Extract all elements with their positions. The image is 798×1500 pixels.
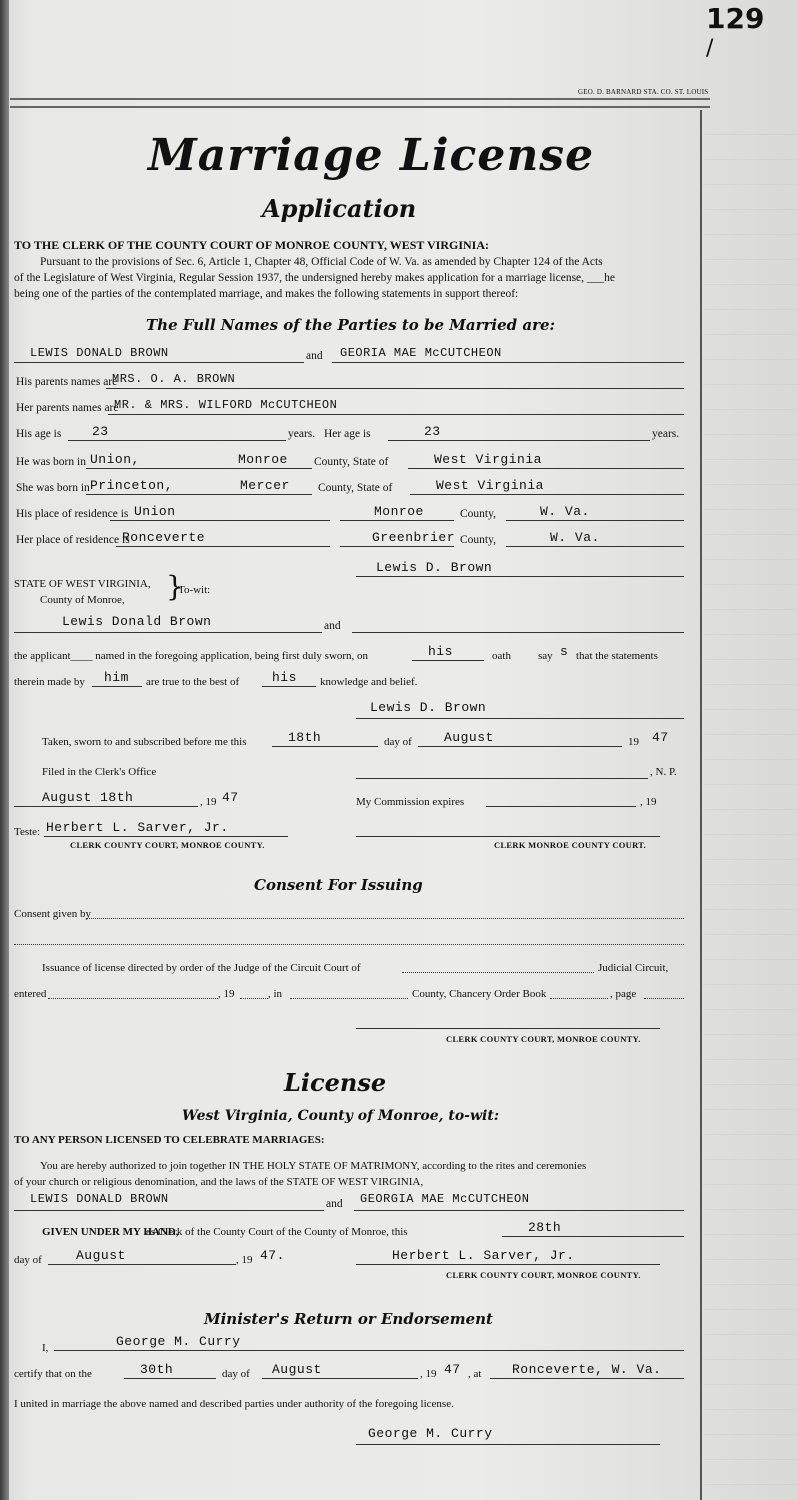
his-parents-label: His parents names are bbox=[16, 376, 118, 388]
minister-heading: Minister's Return or Endorsement bbox=[204, 1310, 493, 1328]
his-parents-line bbox=[106, 388, 684, 389]
margin-rule bbox=[700, 110, 702, 1500]
issuance-label: Issuance of license directed by order of the Judge of the Circuit Court of bbox=[42, 962, 361, 974]
sworn-label: Taken, sworn to and subscribed before me this bbox=[42, 736, 247, 748]
say-s: s bbox=[560, 644, 569, 659]
filed-label: Filed in the Clerk's Office bbox=[42, 766, 157, 778]
affidavit-signature: Lewis D. Brown bbox=[370, 700, 487, 715]
minister-month-line bbox=[262, 1378, 418, 1379]
applicant-signature-line bbox=[356, 576, 684, 577]
filed-year-prefix: , 19 bbox=[200, 796, 217, 808]
consent-given-line bbox=[86, 918, 684, 919]
her-res-state: W. Va. bbox=[550, 530, 600, 545]
his-res-state-line bbox=[506, 520, 684, 521]
page-label: , page bbox=[610, 988, 637, 1000]
she-born-line bbox=[86, 494, 312, 495]
her-parents-line bbox=[108, 414, 684, 415]
teste-signature: Herbert L. Sarver, Jr. bbox=[46, 820, 229, 835]
minister-i-label: I, bbox=[42, 1342, 49, 1354]
parties-heading: The Full Names of the Parties to be Married are: bbox=[146, 316, 556, 334]
state-label: STATE OF WEST VIRGINIA, bbox=[14, 578, 151, 590]
affidavit-signature-line bbox=[356, 718, 684, 719]
consent-clerk-caption: CLERK COUNTY COURT, MONROE COUNTY. bbox=[446, 1034, 641, 1044]
oath-line-2b: are true to the best of bbox=[146, 676, 240, 688]
given-rest: as Clerk of the County Court of the County of Monroe, this bbox=[146, 1226, 408, 1238]
her-res-county-line bbox=[340, 546, 454, 547]
sworn-month: August bbox=[444, 730, 494, 745]
oath-line-2a: therein made by bbox=[14, 676, 85, 688]
oath-line-1d: that the statements bbox=[576, 650, 658, 662]
his-parents: MRS. O. A. BROWN bbox=[112, 372, 236, 386]
filed-date: August 18th bbox=[42, 790, 134, 805]
affiant-2-line bbox=[352, 632, 684, 633]
oath-line-2c: knowledge and belief. bbox=[320, 676, 418, 688]
county-line bbox=[290, 998, 408, 999]
minister-signature-line bbox=[356, 1444, 660, 1445]
certify-label: certify that on the bbox=[14, 1368, 92, 1380]
her-parents-label: Her parents names are bbox=[16, 402, 119, 414]
commission-label: My Commission expires bbox=[356, 796, 465, 808]
license-heading: License bbox=[284, 1068, 387, 1097]
judicial-label: Judicial Circuit, bbox=[598, 962, 669, 974]
united-text: I united in marriage the above named and described parties under authority of the foregoing license. bbox=[14, 1398, 454, 1410]
consent-clerk-line bbox=[356, 1028, 660, 1029]
he-born-label: He was born in bbox=[16, 456, 86, 468]
np-line bbox=[356, 778, 648, 779]
license-bride: GEORGIA MAE McCUTCHEON bbox=[360, 1192, 530, 1206]
her-residence-label: Her place of residence is bbox=[16, 534, 130, 546]
clerk-caption-right: CLERK MONROE COUNTY COURT. bbox=[494, 840, 647, 850]
sworn-day-line bbox=[272, 746, 378, 747]
his-res-county: Monroe bbox=[374, 504, 424, 519]
teste-line bbox=[44, 836, 288, 837]
commission-year-prefix: , 19 bbox=[640, 796, 657, 808]
license-subheading: West Virginia, County of Monroe, to-wit: bbox=[182, 1108, 499, 1124]
minister-at-label: , at bbox=[468, 1368, 482, 1380]
groom-name-line bbox=[14, 362, 304, 363]
consent-given-label: Consent given by bbox=[14, 908, 91, 920]
license-clerk-signature: Herbert L. Sarver, Jr. bbox=[392, 1248, 575, 1263]
he-born-place: Union, bbox=[90, 452, 140, 467]
minister-day-of-label: day of bbox=[222, 1368, 250, 1380]
her-res-state-line bbox=[506, 546, 684, 547]
minister-name: George M. Curry bbox=[116, 1334, 241, 1349]
given-day-line bbox=[502, 1236, 684, 1237]
page-title: Marriage License bbox=[148, 130, 595, 181]
her-age-line bbox=[388, 440, 650, 441]
groom-name: LEWIS DONALD BROWN bbox=[30, 346, 169, 360]
his-residence: Union bbox=[134, 504, 176, 519]
county-label-2: County, bbox=[460, 534, 496, 546]
she-born-place: Princeton, bbox=[90, 478, 174, 493]
he-born-state: West Virginia bbox=[434, 452, 542, 467]
license-groom: LEWIS DONALD BROWN bbox=[30, 1192, 169, 1206]
his-residence-line bbox=[110, 520, 330, 521]
teste-label: Teste: bbox=[14, 826, 41, 838]
chancery-book-line bbox=[550, 998, 608, 999]
issuance-line bbox=[402, 972, 594, 973]
bride-name-line bbox=[332, 362, 684, 363]
his-age: 23 bbox=[92, 424, 109, 439]
clerk-caption-left: CLERK COUNTY COURT, MONROE COUNTY. bbox=[70, 840, 265, 850]
she-born-state: West Virginia bbox=[436, 478, 544, 493]
sworn-day: 18th bbox=[288, 730, 322, 745]
preamble-line-3: being one of the parties of the contemplated marriage, and makes the following statements in support thereof: bbox=[14, 288, 519, 300]
page-number: 129 bbox=[706, 2, 765, 35]
commission-line bbox=[486, 806, 636, 807]
sworn-day-of-label: day of bbox=[384, 736, 412, 748]
filed-date-line bbox=[14, 806, 198, 807]
sworn-year: 47 bbox=[652, 730, 669, 745]
her-age-label: Her age is bbox=[324, 428, 371, 440]
county-label-1: County, bbox=[460, 508, 496, 520]
license-body-1: You are hereby authorized to join together IN THE HOLY STATE OF MATRIMONY, according to the rites and ceremonies bbox=[40, 1160, 587, 1172]
her-parents: MR. & MRS. WILFORD McCUTCHEON bbox=[114, 398, 338, 412]
best-of-line bbox=[262, 686, 316, 687]
oath-line-1a: the applicant____ named in the foregoing application, being first duly sworn, on bbox=[14, 650, 369, 662]
minister-place: Ronceverte, W. Va. bbox=[512, 1362, 662, 1377]
affiant-line bbox=[14, 632, 322, 633]
minister-day-line bbox=[124, 1378, 216, 1379]
oath-line-1c: say bbox=[538, 650, 553, 662]
she-born-state-line bbox=[410, 494, 684, 495]
brace-glyph: } bbox=[166, 570, 184, 603]
he-born-line bbox=[86, 468, 312, 469]
license-day-of-label: day of bbox=[14, 1254, 42, 1266]
preamble-line-2: of the Legislature of West Virginia, Regular Session 1937, the undersigned hereby makes application for a marriage license, ___he bbox=[14, 272, 616, 284]
license-clerk-line bbox=[356, 1264, 660, 1265]
filed-year: 47 bbox=[222, 790, 239, 805]
made-by-line bbox=[92, 686, 142, 687]
address-line: TO THE CLERK OF THE COUNTY COURT OF MONROE COUNTY, WEST VIRGINIA: bbox=[14, 238, 490, 252]
minister-year: 47 bbox=[444, 1362, 461, 1377]
he-born-state-line bbox=[408, 468, 684, 469]
best-of: his bbox=[272, 670, 297, 685]
county-state-label-1: County, State of bbox=[314, 456, 389, 468]
license-year-prefix: , 19 bbox=[236, 1254, 253, 1266]
license-clerk-caption: CLERK COUNTY COURT, MONROE COUNTY. bbox=[446, 1270, 641, 1280]
entered-line bbox=[48, 998, 218, 999]
in-label: , in bbox=[268, 988, 283, 1000]
license-body-2: of your church or religious denomination, and the laws of the STATE OF WEST VIRGINIA, bbox=[14, 1176, 424, 1188]
she-born-county: Mercer bbox=[240, 478, 290, 493]
her-residence-line bbox=[116, 546, 330, 547]
affiant-and-label: and bbox=[324, 620, 341, 632]
clerk-right-line bbox=[356, 836, 660, 837]
page-binding bbox=[0, 0, 9, 1500]
years-label-2: years. bbox=[652, 428, 680, 440]
his-age-label: His age is bbox=[16, 428, 62, 440]
his-age-line bbox=[68, 440, 286, 441]
bride-name: GEORIA MAE McCUTCHEON bbox=[340, 346, 502, 360]
license-bride-line bbox=[354, 1210, 684, 1211]
and-label: and bbox=[306, 350, 323, 362]
given-label: GIVEN UNDER MY HAND, bbox=[42, 1226, 179, 1238]
sworn-year-prefix: 19 bbox=[628, 736, 639, 748]
page-mark: / bbox=[706, 36, 714, 61]
his-res-state: W. Va. bbox=[540, 504, 590, 519]
consent-heading: Consent For Issuing bbox=[254, 876, 423, 894]
license-and-label: and bbox=[326, 1198, 343, 1210]
license-month: August bbox=[76, 1248, 126, 1263]
minister-name-line bbox=[54, 1350, 684, 1351]
minister-day: 30th bbox=[140, 1362, 174, 1377]
her-age: 23 bbox=[424, 424, 441, 439]
entered-year-line bbox=[240, 998, 268, 999]
entered-label: entered bbox=[14, 988, 47, 1000]
county-of-monroe-label: County of Monroe, bbox=[40, 594, 125, 606]
to-any-person: TO ANY PERSON LICENSED TO CELEBRATE MARRIAGES: bbox=[14, 1134, 325, 1146]
given-day: 28th bbox=[528, 1220, 562, 1235]
his-residence-label: His place of residence is bbox=[16, 508, 129, 520]
minister-signature: George M. Curry bbox=[368, 1426, 493, 1441]
license-groom-line bbox=[14, 1210, 324, 1211]
minister-month: August bbox=[272, 1362, 322, 1377]
page-line bbox=[644, 998, 684, 999]
oath-line-1b: oath bbox=[492, 650, 511, 662]
chancery-label: County, Chancery Order Book bbox=[412, 988, 547, 1000]
county-state-label-2: County, State of bbox=[318, 482, 393, 494]
facing-page-edge bbox=[703, 110, 798, 1500]
license-year: 47. bbox=[260, 1248, 285, 1263]
consent-given-line-2 bbox=[14, 944, 684, 945]
license-month-line bbox=[48, 1264, 236, 1265]
np-label: , N. P. bbox=[650, 766, 677, 778]
minister-place-line bbox=[490, 1378, 684, 1379]
minister-year-prefix: , 19 bbox=[420, 1368, 437, 1380]
his-oath: his bbox=[428, 644, 453, 659]
made-by: him bbox=[104, 670, 129, 685]
his-oath-line bbox=[412, 660, 484, 661]
her-res-county: Greenbrier bbox=[372, 530, 456, 545]
preamble-line-1: Pursuant to the provisions of Sec. 6, Article 1, Chapter 48, Official Code of W. Va. as amended by Chapter 124 of the Acts bbox=[40, 256, 603, 268]
header-rules bbox=[10, 98, 710, 114]
entered-year-label: , 19 bbox=[218, 988, 235, 1000]
affiant-name: Lewis Donald Brown bbox=[62, 614, 212, 629]
applicant-signature: Lewis D. Brown bbox=[376, 560, 493, 575]
her-residence: Ronceverte bbox=[122, 530, 206, 545]
sworn-month-line bbox=[418, 746, 622, 747]
she-born-label: She was born in bbox=[16, 482, 90, 494]
he-born-county: Monroe bbox=[238, 452, 288, 467]
his-res-county-line bbox=[340, 520, 454, 521]
printer-mark: GEO. D. BARNARD STA. CO. ST. LOUIS bbox=[578, 88, 709, 96]
page-subtitle: Application bbox=[262, 194, 417, 223]
to-wit-label: To-wit: bbox=[178, 584, 211, 596]
years-label-1: years. bbox=[288, 428, 316, 440]
